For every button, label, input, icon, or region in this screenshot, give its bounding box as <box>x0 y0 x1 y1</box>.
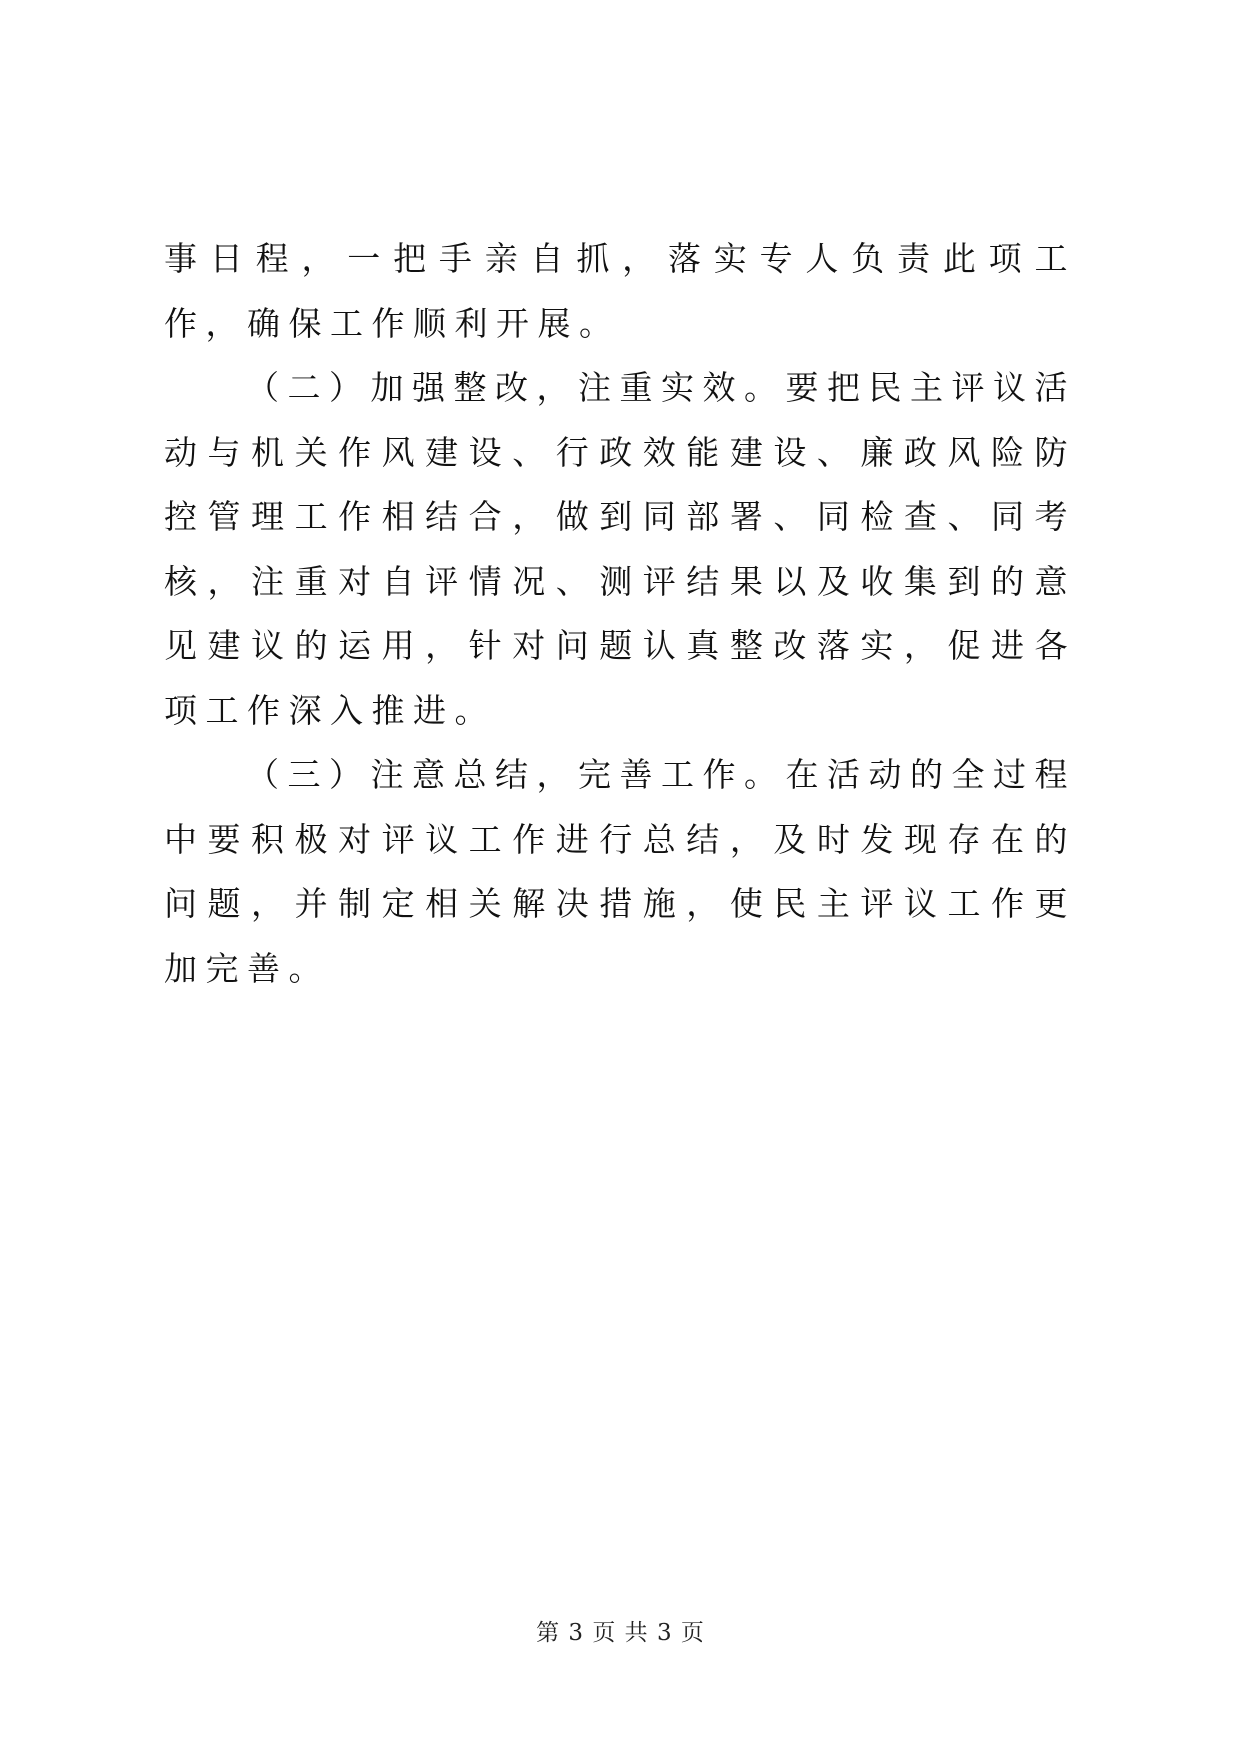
paragraph-summary: （三）注意总结，完善工作。在活动的全过程中要积极对评议工作进行总结，及时发现存在的问题，并制定相关解决措施，使民主评议工作更加完善。 <box>164 755 1076 988</box>
document-body <box>164 227 1076 1001</box>
paragraph-rectification: （二）加强整改，注重实效。要把民主评议活动与机关作风建设、行政效能建设、廉政风险防控管理工作相结合，做到同部署、同检查、同考核，注重对自评情况、测评结果以及收集到的意见建议的运用，针对问题认真整改落实，促进各项工作深入推进。 <box>164 368 1076 730</box>
page-number-footer: 第 3 页 共 3 页 <box>536 1620 705 1646</box>
paragraph-continuation: 事日程，一把手亲自抓，落实专人负责此项工作，确保工作顺利开展。 <box>164 239 1076 343</box>
